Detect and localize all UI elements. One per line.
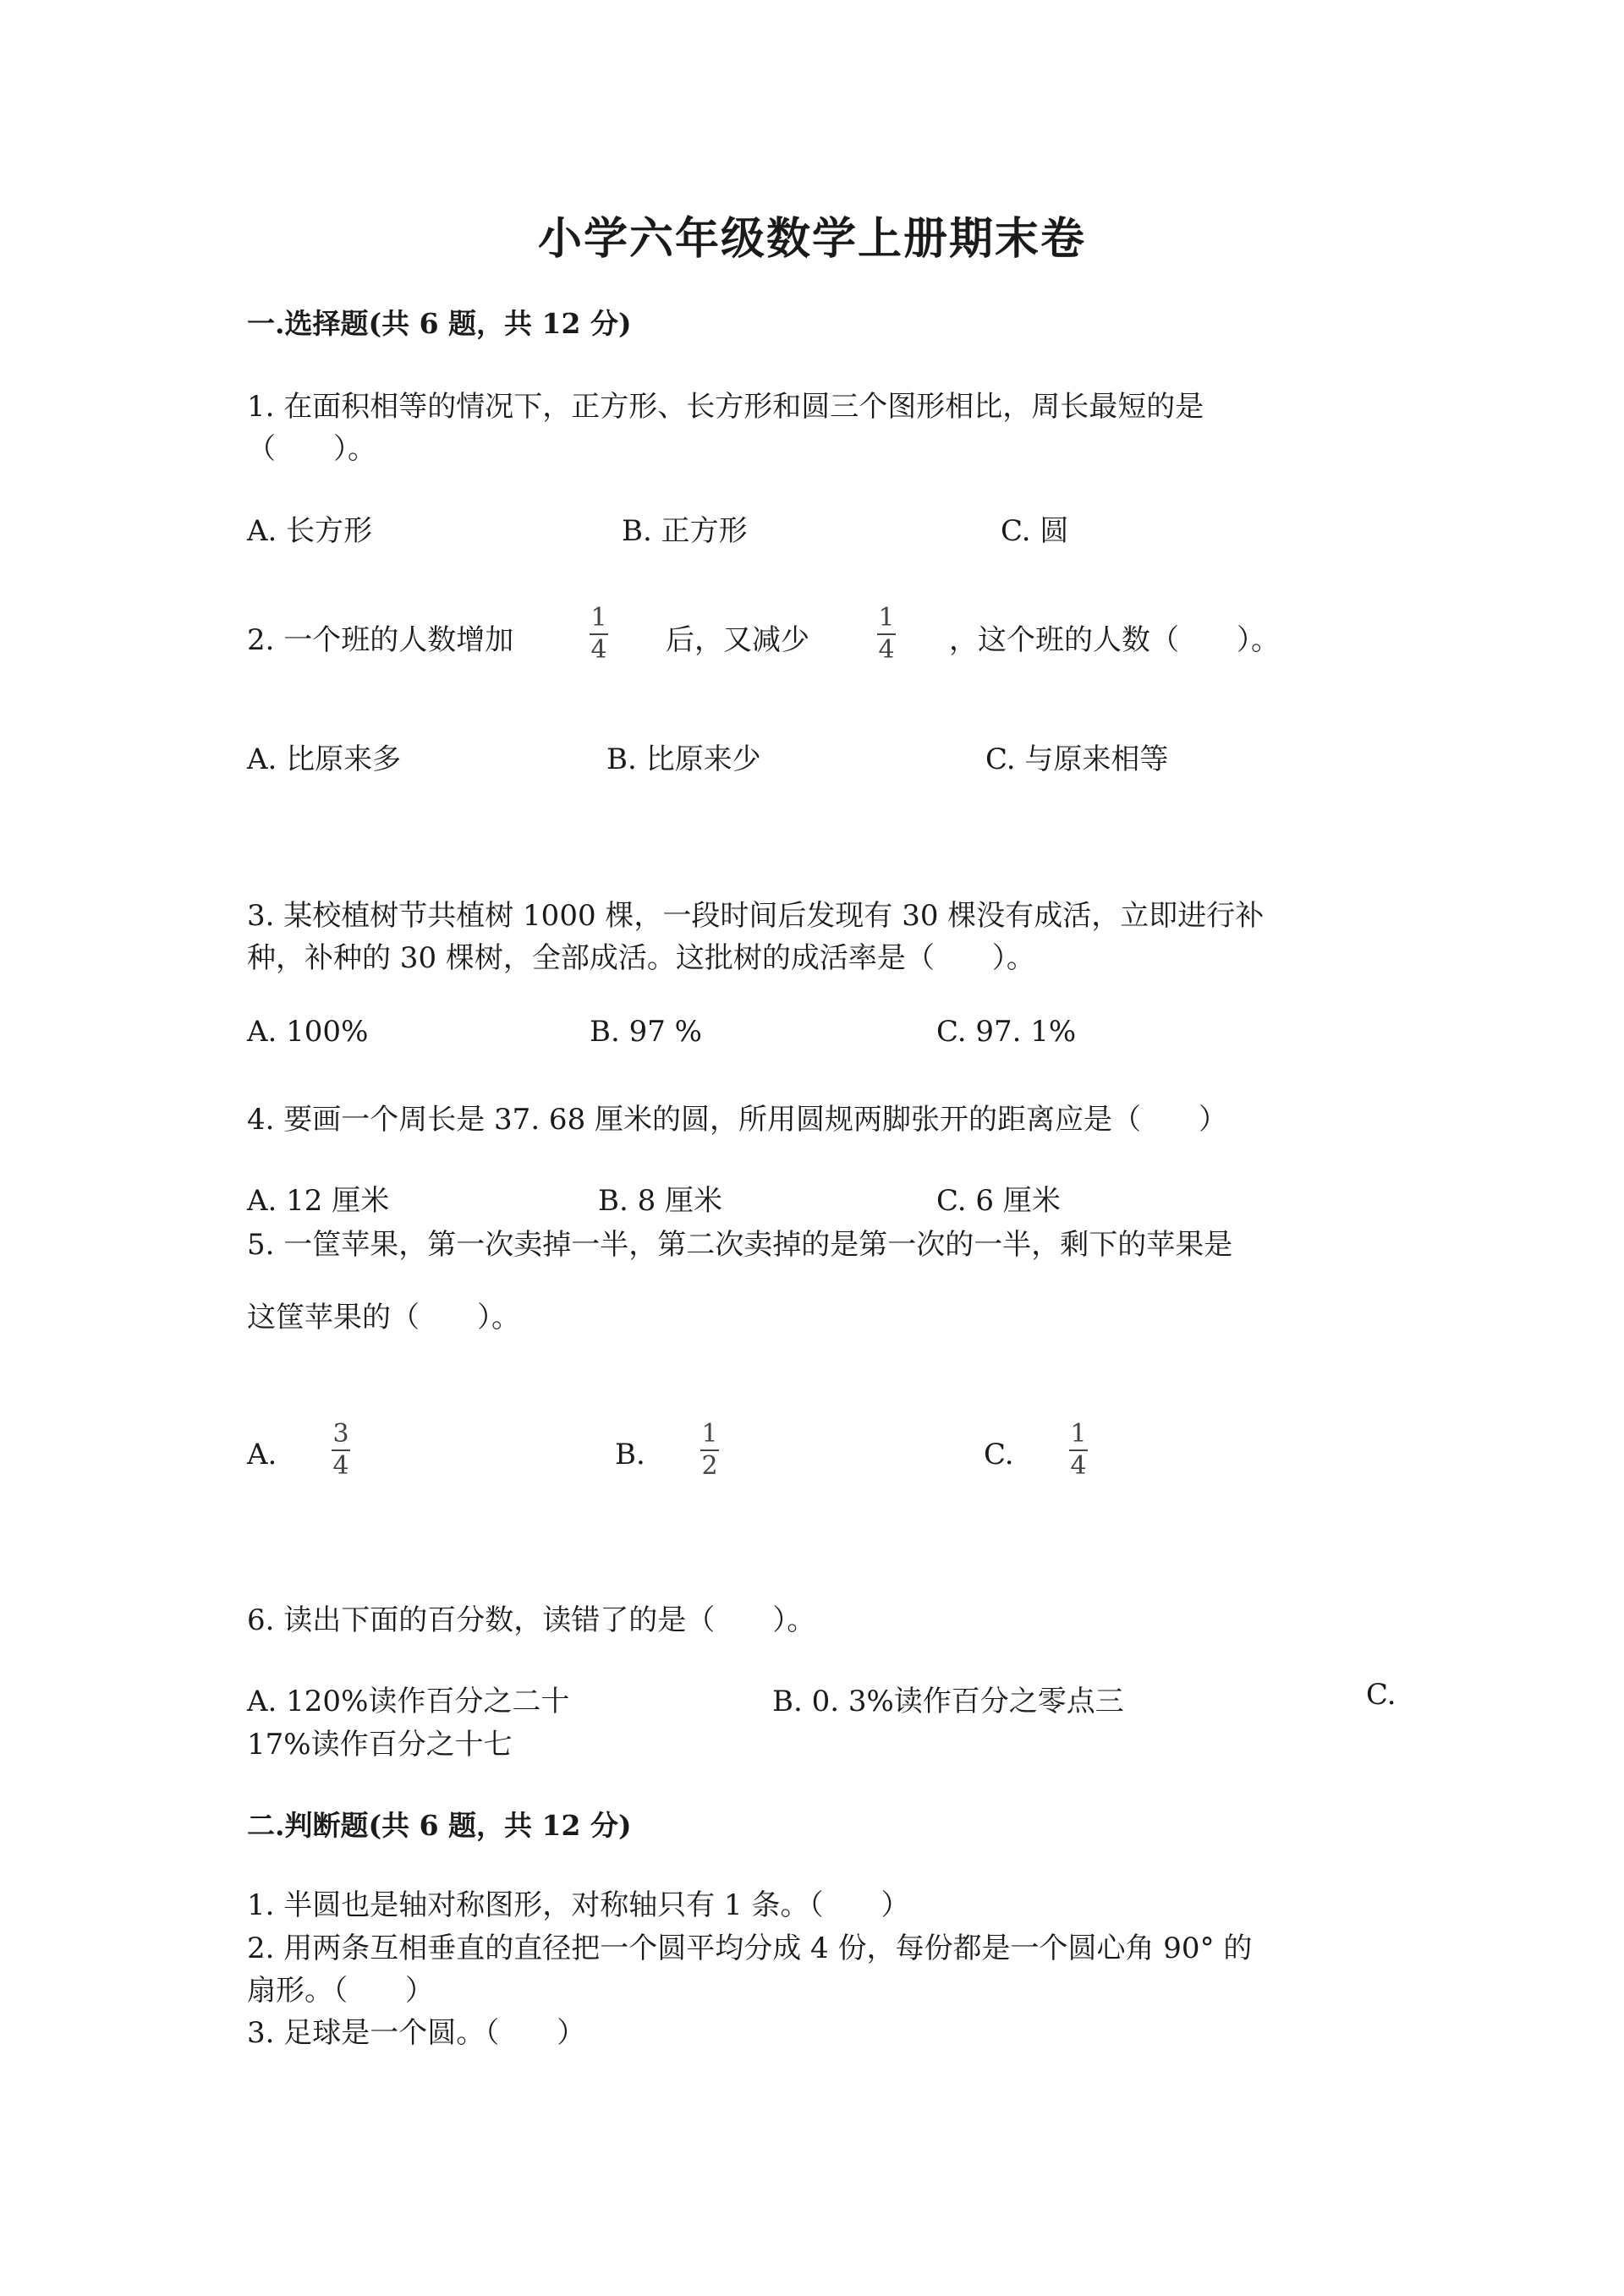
fraction-numerator: 1 [878, 603, 895, 633]
fraction-numerator: 3 [332, 1419, 349, 1449]
fraction-numerator: 1 [590, 603, 607, 633]
question-5-line1: 5. 一筐苹果，第一次卖掉一半，第二次卖掉的是第一次的一半，剩下的苹果是 [247, 1228, 1233, 1262]
question-5-option-b-label: B. [615, 1438, 645, 1471]
fraction-denominator: 4 [878, 634, 895, 665]
question-1-option-c: C. 圆 [1001, 514, 1069, 548]
question-2-option-a: A. 比原来多 [247, 743, 402, 776]
fraction-denominator: 4 [332, 1450, 349, 1481]
question-2-part1: 2. 一个班的人数增加 [247, 623, 514, 657]
question-5-option-c-fraction [1069, 1421, 1088, 1479]
question-3-line1: 3. 某校植树节共植树 1000 棵，一段时间后发现有 30 棵没有成活，立即进行补 [247, 899, 1265, 933]
question-4-option-b: B. 8 厘米 [598, 1184, 723, 1218]
question-1-line1: 1. 在面积相等的情况下，正方形、长方形和圆三个图形相比，周长最短的是 [247, 390, 1204, 424]
question-2-option-b: B. 比原来少 [606, 743, 761, 776]
fraction-numerator: 1 [1070, 1419, 1087, 1449]
fraction-denominator: 4 [1070, 1450, 1087, 1481]
question-5-option-c-label: C. [984, 1438, 1014, 1471]
judge-question-1: 1. 半圆也是轴对称图形，对称轴只有 1 条。（ ） [247, 1888, 910, 1922]
judge-question-2-line1: 2. 用两条互相垂直的直径把一个圆平均分成 4 份，每份都是一个圆心角 90° 的 [247, 1932, 1253, 1965]
question-4-line1: 4. 要画一个周长是 37. 68 厘米的圆，所用圆规两脚张开的距离应是（ ） [247, 1103, 1228, 1137]
question-2-part2: 后，又减少 [666, 623, 809, 657]
question-3-option-b: B. 97 % [590, 1015, 702, 1049]
question-1-line2: （ ）。 [247, 432, 376, 466]
question-2-option-c: C. 与原来相等 [985, 743, 1169, 776]
judge-question-2-line2: 扇形。（ ） [247, 1974, 434, 2008]
judge-question-3: 3. 足球是一个圆。（ ） [247, 2016, 586, 2050]
fraction-denominator: 2 [701, 1450, 718, 1481]
question-2-part3: ，这个班的人数（ ）。 [949, 623, 1280, 657]
fraction-denominator: 4 [590, 634, 607, 665]
question-3-option-a: A. 100% [247, 1015, 369, 1049]
section-heading-true-false: 二.判断题(共 6 题，共 12 分) [247, 1809, 632, 1842]
question-2-fraction-1 [590, 605, 608, 663]
question-6-option-c-text: 17%读作百分之十七 [247, 1728, 513, 1762]
question-5-option-b-fraction [700, 1421, 719, 1479]
question-6-option-b: B. 0. 3%读作百分之零点三 [772, 1685, 1124, 1718]
question-5-line2: 这筐苹果的（ ）。 [247, 1301, 520, 1334]
question-6-option-c-label: C. [1366, 1678, 1396, 1712]
question-5-option-a-fraction [332, 1421, 350, 1479]
question-6-line1: 6. 读出下面的百分数，读错了的是（ ）。 [247, 1603, 816, 1637]
question-1-option-b: B. 正方形 [622, 514, 748, 548]
question-5-option-a-label: A. [247, 1438, 277, 1471]
section-heading-choice: 一.选择题(共 6 题，共 12 分) [247, 307, 632, 340]
question-2-fraction-2 [877, 605, 896, 663]
question-4-option-a: A. 12 厘米 [247, 1184, 390, 1218]
page-title: 小学六年级数学上册期末卷 [537, 213, 1086, 265]
question-3-option-c: C. 97. 1% [936, 1015, 1077, 1049]
question-6-option-a: A. 120%读作百分之二十 [247, 1685, 570, 1718]
question-3-line2: 种，补种的 30 棵树，全部成活。这批树的成活率是（ ）。 [247, 941, 1035, 975]
fraction-numerator: 1 [701, 1419, 718, 1449]
question-1-option-a: A. 长方形 [247, 514, 373, 548]
question-4-option-c: C. 6 厘米 [936, 1184, 1061, 1218]
